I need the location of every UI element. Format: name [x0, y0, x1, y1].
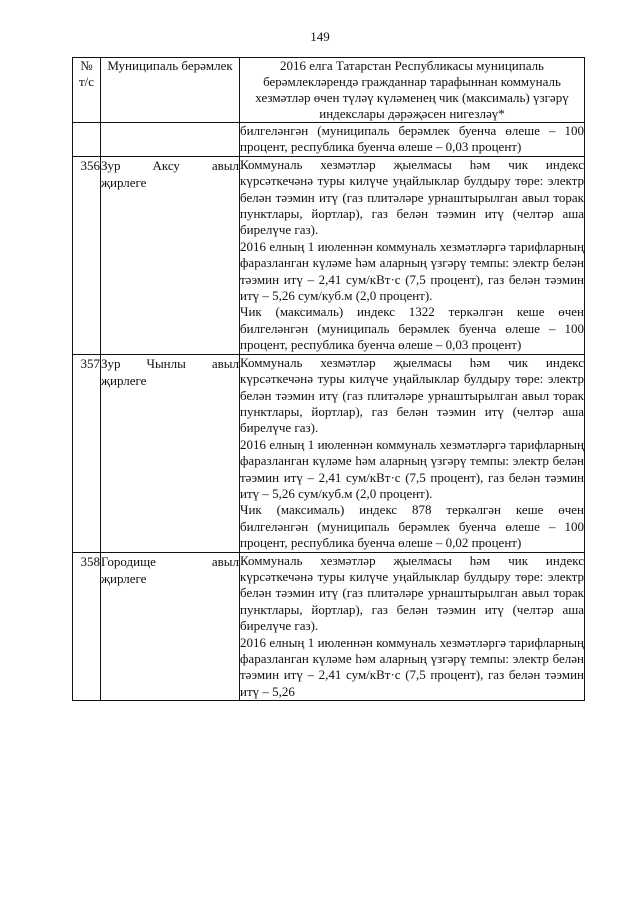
table-row-continuation — [73, 123, 585, 157]
header-number-line2: т/с — [78, 74, 95, 89]
row-paragraph: 2016 елның 1 июленнән коммуналь хезмәтләргә тарифларның фаразланган күләме һәм аларның үзгәрү темпы: электр белән тәэмин итү – 2,41 сум/кВт·с (7,5 процент), газ белән тәэмин итү – 5,26 сум/куб.м (2,0 процент). — [240, 238, 584, 304]
table-row — [73, 552, 585, 701]
row-description — [240, 354, 585, 552]
continuation-mun-cell — [101, 123, 240, 157]
continuation-text: билгеләнгән (муниципаль берәмлек буенча өлеше – 100 процент, республика буенча өлеше – 0,03 процент) — [240, 123, 584, 155]
row-paragraph: 2016 елның 1 июленнән коммуналь хезмәтләргә тарифларның фаразланган күләме һәм аларның үзгәрү темпы: электр белән тәэмин итү – 2,41 сум/кВт·с (7,5 процент), газ белән тәэмин итү – 5,26 сум/куб.м (2,0 процент). — [240, 436, 584, 501]
row-municipality: Городище авыл җирлеге — [101, 552, 240, 701]
row-paragraph: Коммуналь хезмәтләр җыелмасы һәм чик индекс күрсәткечәнә туры килүче уңайлыклар булдыру төре: электр белән тәэмин итү (газ плитәләре урнаштырылган авыл торак пунктлары, йортлар), газ белән тәэмин итү (челтәр аша бирелүче газ). — [240, 354, 584, 436]
table-row — [73, 156, 585, 354]
row-paragraph: 2016 елның 1 июленнән коммуналь хезмәтләргә тарифларның фаразланган күләме һәм аларның үзгәрү темпы: электр белән тәэмин итү – 2,41 сум/кВт·с (7,5 процент), газ белән тәэмин итү – 5,26 — [240, 634, 584, 699]
row-paragraph: Чик (максималь) индекс 1322 теркәлгән кеше өчен билгеләнгән (муниципаль берәмлек буенча өлеше – 100 процент, республика буенча өлеше – 0,03 процент) — [240, 304, 584, 353]
row-description — [240, 156, 585, 354]
row-description — [240, 552, 585, 701]
row-paragraph: Коммуналь хезмәтләр җыелмасы һәм чик индекс күрсәткечәнә туры килүче уңайлыклар булдыру төре: электр белән тәэмин итү (газ плитәләре урнаштырылган авыл торак пунктлары, йортлар), газ белән тәэмин итү (челтәр аша бирелүче газ). — [240, 156, 584, 238]
row-number: 356 — [73, 156, 101, 354]
page-number: 149 — [310, 29, 330, 44]
row-number: 358 — [73, 552, 101, 701]
document-table — [72, 57, 585, 701]
continuation-num-cell — [73, 123, 101, 157]
header-number-line1: № — [80, 58, 93, 73]
header-number — [73, 58, 101, 123]
table-row — [73, 354, 585, 552]
row-municipality: Зур Чынлы авыл җирлеге — [101, 354, 240, 552]
header-municipality: Муниципаль берәмлек — [101, 58, 240, 123]
row-paragraph: Коммуналь хезмәтләр җыелмасы һәм чик индекс күрсәткечәнә туры килүче уңайлыклар булдыру төре: электр белән тәэмин итү (газ плитәләре урнаштырылган авыл торак пунктлары, йортлар), газ белән тәэмин итү (челтәр аша бирелүче газ). — [240, 552, 584, 634]
row-paragraph: Чик (максималь) индекс 878 теркәлгән кеше өчен билгеләнгән (муниципаль берәмлек буенча өлеше – 100 процент, республика буенча өлеше – 0,02 процент) — [240, 502, 584, 551]
row-municipality: Зур Аксу авыл җирлеге — [101, 156, 240, 354]
header-description: 2016 елга Татарстан Республикасы муниципаль берәмлекләрендә гражданнар тарафыннан коммуналь хезмәтләр өчен түләү күләменең чик (максималь) үзгәрү индекслары дәрәҗәсен нигезләү* — [240, 58, 585, 123]
row-number: 357 — [73, 354, 101, 552]
table-header-row — [73, 58, 585, 123]
